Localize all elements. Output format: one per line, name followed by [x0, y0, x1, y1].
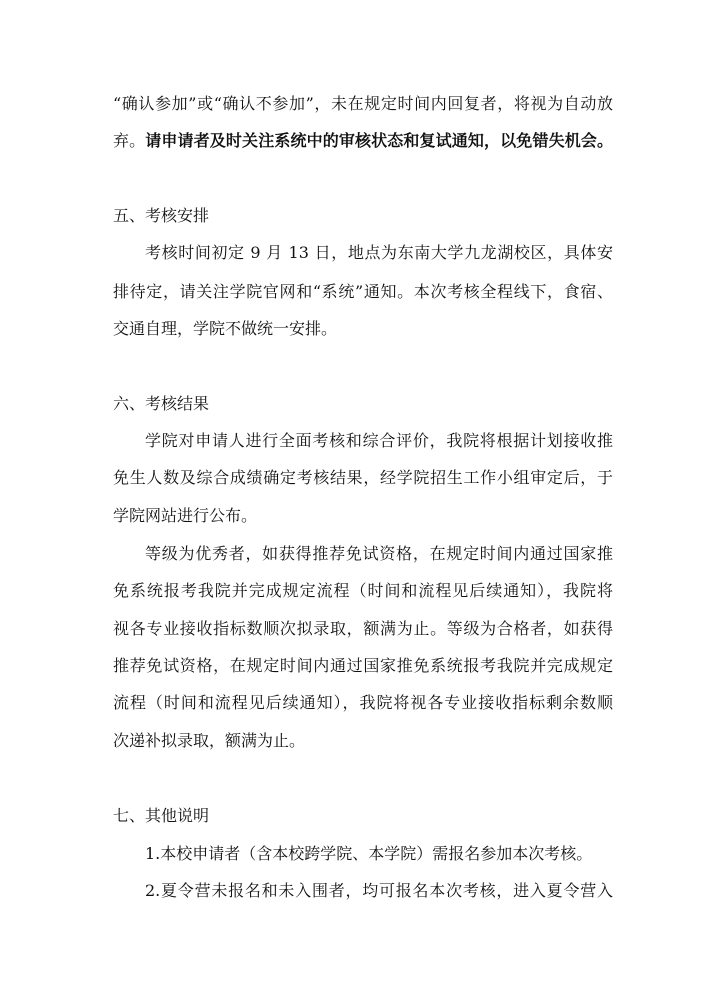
paragraph-line: 考核时间初定 9 月 13 日，地点为东南大学九龙湖校区，具体安 [145, 243, 613, 262]
paragraph-line: 交通自理，学院不做统一安排。 [113, 319, 338, 338]
section-heading-6: 六、考核结果 [113, 394, 210, 413]
paragraph-line: 视各专业接收指标数顺次拟录取，额满为止。等级为合格者，如获得 [113, 619, 613, 638]
bold-notice: 请申请者及时关注系统中的审核状态和复试通知，以免错失机会。 [145, 131, 613, 150]
list-item: 2.夏令营未报名和未入围者，均可报名本次考核，进入夏令营入 [145, 881, 613, 900]
paragraph-line: 免生人数及综合成绩确定考核结果，经学院招生工作小组审定后，于 [113, 468, 613, 487]
paragraph-line: 学院网站进行公布。 [113, 506, 258, 525]
paragraph-line: 学院对申请人进行全面考核和综合评价，我院将根据计划接收推 [145, 431, 613, 450]
paragraph-line: 等级为优秀者，如获得推荐免试资格，在规定时间内通过国家推 [145, 544, 613, 563]
paragraph-line: 推荐免试资格，在规定时间内通过国家推免系统报考我院并完成规定 [113, 656, 613, 675]
list-item: 1.本校申请者（含本校跨学院、本学院）需报名参加本次考核。 [145, 844, 593, 863]
section-heading-5: 五、考核安排 [113, 206, 210, 225]
paragraph-line: 次递补拟录取，额满为止。 [113, 731, 306, 750]
paragraph-line: 免系统报考我院并完成规定流程（时间和流程见后续通知），我院将 [113, 581, 613, 600]
paragraph-line [113, 131, 613, 151]
section-heading-7: 七、其他说明 [113, 806, 210, 825]
paragraph-line: 排待定，请关注学院官网和“系统”通知。本次考核全程线下，食宿、 [113, 282, 613, 301]
text-segment: 弃。 [113, 131, 146, 150]
paragraph-line: 流程（时间和流程见后续通知），我院将视各专业接收指标剩余数顺 [113, 693, 613, 712]
paragraph-line: “确认参加”或“确认不参加”，未在规定时间内回复者，将视为自动放 [113, 94, 613, 113]
